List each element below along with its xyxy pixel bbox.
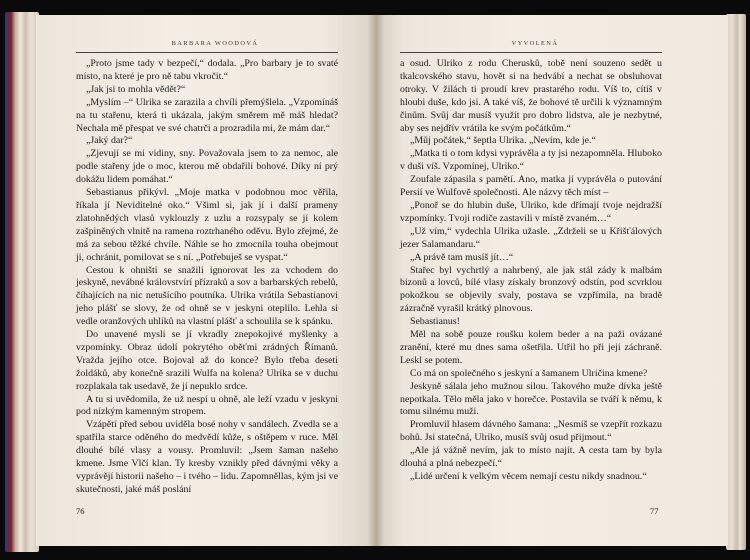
paragraph: Promluvil hlasem dávného šamana: „Nesmíš se vzepřít rozkazu bohů. Jsi statečná, Ulriko, musíš svůj osud přijmout.“ [400, 419, 662, 444]
book-gutter [368, 15, 384, 546]
paragraph: Jeskyně sálala jeho mužnou silou. Takového muže dívka ještě nepotkala. Tělo měla jako v horečce. Postavila se tváří k němu, k tomu silnému muži. [400, 380, 662, 418]
left-page-number: 76 [76, 506, 85, 516]
paragraph: „Proto jsme tady v bezpečí,“ dodala. „Pro barbary je to svaté místo, na které je pro ně tabu vkročit.“ [76, 58, 338, 82]
paragraph: „Jak jsi to mohla vědět?“ [86, 83, 186, 95]
paragraph: Sebastianus! [410, 316, 460, 328]
paragraph: Vzápětí před sebou uviděla bosé nohy v sandálech. Zvedla se a spatřila starce oděného do medvědí kůže, s oštěpem v ruce. Měl dlouhé bílé vlasy a vousy. Promluvil: „Jsem šaman našeho kmene. Jsme Vlčí klan. Ty kresby vznikly před dávnými věky a vyprávějí historii našeho – i tvého – lidu. Zapomněllas, kým jsi ve skutečnosti, jaké máš poslání [76, 419, 338, 495]
paragraph: „Lidé určení k velkým věcem nemají cestu nikdy snadnou.“ [410, 471, 647, 482]
left-page-text [76, 58, 338, 497]
paragraph: „Myslím –“ Ulrika se zarazila a chvíli přemýšlela. „Vzpomínáš na tu stařenu, která ti ukázala, jakým směrem mě máš hledat? Nechala mě přespat ve své chatrči a prozradila mi, že mám dar.“ [76, 96, 338, 134]
right-page-number: 77 [650, 506, 659, 516]
left-page-edges [5, 12, 39, 552]
paragraph: „Ale já vážně nevím, jak to místo najít. A cesta tam by byla dlouhá a plná nebezpečí.“ [400, 445, 662, 470]
paragraph: „Jaký dar?“ [86, 135, 133, 147]
paragraph: „A právě tam musíš jít…“ [410, 251, 514, 263]
paragraph: Sebastianus přikývl. „Moje matka v podobnou moc věřila, říkala jí Neviditelné oko.“ Všiml si, jak jí i další prameny zlatohnědých vlasů vyklouzly z uzlu a rozsypaly se jí kolem zašpiněných vlnitě na ramena roztrhaného oděvu. Bylo zřejmé, že má za sebou těžké chvíle. Náhle se ho zmocnila touha obejmout ji, ochránit, pomilovat se s ní. „Potřebuješ se vyspat.“ [76, 187, 338, 263]
paragraph: „Ponoř se do hlubin duše, Ulriko, kde dřímají tvoje nejdražší vzpomínky. Tvoji rodiče zastavili v místě zvaném…“ [400, 199, 662, 224]
paragraph: Měl na sobě pouze roušku kolem beder a na paži ovázané zranění, které mu dnes sama ošetřila. Utřil ho při její záchraně. Leskl se potem. [400, 329, 662, 366]
paragraph: A tu si uvědomila, že už nespí u ohně, ale leží vzadu v jeskyni pod nízkým kamenným stropem. [76, 393, 338, 418]
paragraph: „Zjevují se mi vidiny, sny. Považovala jsem to za nemoc, ale podle stařeny jde o moc, kterou mě obdařili bohové. Díky ní prý dokážu lidem pomáhat.“ [76, 148, 338, 186]
right-page-edges [726, 14, 746, 550]
paragraph: Co má on společného s jeskyní a šamanem Ulričina kmene? [410, 367, 648, 379]
paragraph: a osud. Ulriko z rodu Cherusků, tobě není souzeno sedět u tkalcovského stavu, hovět si na hedvábí a nechat se obsluhovat otroky. V žilách ti proudí krev prastarého rodu. Víš to, cítíš v hloubi duše, kdo jsi. A také víš, že bohové tě určili k významným činům. Svůj dar musíš využít pro dobro lidstva, ale je nezbytné, aby ses nejdřív vrátila ke svým počátkům.“ [400, 58, 662, 134]
left-running-header: BARBARA WOODOVÁ [171, 40, 259, 47]
left-header-rule [76, 52, 338, 53]
paragraph: Cestou k ohništi se snažili ignorovat les za vchodem do jeskyně, nevábné královstvírí přízraků a sov a barbarských rebelů, číhajících na nic netušícího poutníka. Ulrika vrátila Sebastianovi jeho plášť se slovy, že od ohně se v jeskyni oteplilo. Lehla si vedle oranžových uhlíků na vlastní plášť a schoulila se k spánku. [76, 264, 338, 328]
right-running-header: VYVOLENÁ [511, 40, 559, 47]
paragraph: Stařec byl vychrtlý a nahrbený, ale jak stál zády k malbám bizonů a lovců, bílé vlasy získaly bronzový odstín, pod scvrklou pokožkou se objevily svaly, postava se vzpřímila, na bradě zázračně vyrašil krátký plnovous. [400, 264, 662, 315]
right-page-text [400, 58, 662, 484]
paragraph: „Už vím,“ vydechla Ulrika užasle. „Zdrželi se u Křišťálových jezer Salamandaru.“ [400, 225, 662, 250]
right-header-rule [400, 52, 662, 53]
paragraph: Zoufale zápasila s pamětí. Ano, matka jí vyprávěla o putování Persií ve Wulfově společnosti. Ale názvy těch míst – [400, 174, 662, 199]
paragraph: „Matka ti o tom kdysi vyprávěla a ty jsi nezapomněla. Hluboko v duši víš. Vzpomínej, Ulriko.“ [400, 148, 662, 173]
paragraph: Do unavené mysli se jí vkradly znepokojivé myšlenky a vzpomínky. Obraz údolí pokrytého oběťmi zrádných Římanů. Vražda jejího otce. Bojoval až do konce? Bylo třeba deseti žoldáků, aby konečně srazili Wulfa na kolena? Ulrika se v duchu rozplakala tak usedavě, že jí nepuklo srdce. [76, 329, 338, 392]
paragraph: „Můj počátek,“ šeptla Ulrika. „Nevím, kde je.“ [410, 135, 596, 147]
